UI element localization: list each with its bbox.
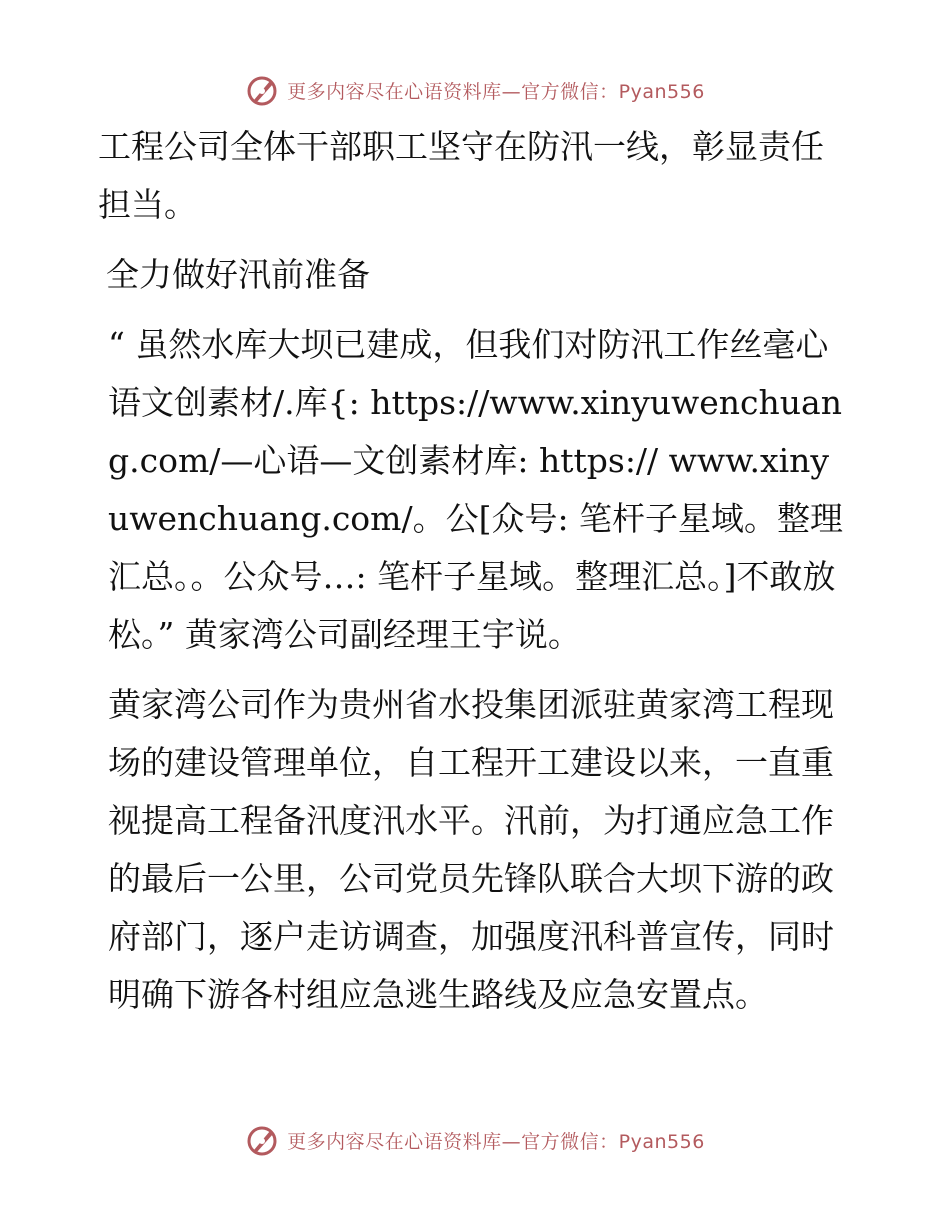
paragraph-quote: “ 虽然水库大坝已建成，但我们对防汛工作丝毫心语文创素材/.库{: https://www.xinyuwenchuang.com/—心语—文创素材库: https:// www.xinyuwenchuang.com/。公[众号: 笔杆子星域。整理汇总。。公众号…: 笔杆子星域。整理汇总。]不敢放松。” 黄家湾公司副经理王宇说。	[108, 325, 844, 654]
pen-circle-logo-icon	[245, 1123, 279, 1157]
pen-circle-logo-icon	[245, 73, 279, 107]
banner-text: 更多内容尽在心语资料库—官方微信：Pyan556	[287, 1130, 705, 1153]
paragraph-1: 工程公司全体干部职工坚守在防汛一线，彰显责任担当。	[98, 127, 824, 224]
document-body	[98, 118, 850, 1024]
banner-text: 更多内容尽在心语资料库—官方微信：Pyan556	[287, 80, 705, 103]
section-heading: 全力做好汛前准备	[106, 255, 370, 294]
paragraph-3: 黄家湾公司作为贵州省水投集团派驻黄家湾工程现场的建设管理单位，自工程开工建设以来，一直重视提高工程备汛度汛水平。汛前，为打通应急工作的最后一公里，公司党员先锋队联合大坝下游的政府部门，逐户走访调查，加强度汛科普宣传，同时明确下游各村组应急逃生路线及应急安置点。	[108, 685, 834, 1014]
footer-banner	[0, 1120, 950, 1160]
header-banner	[0, 70, 950, 110]
